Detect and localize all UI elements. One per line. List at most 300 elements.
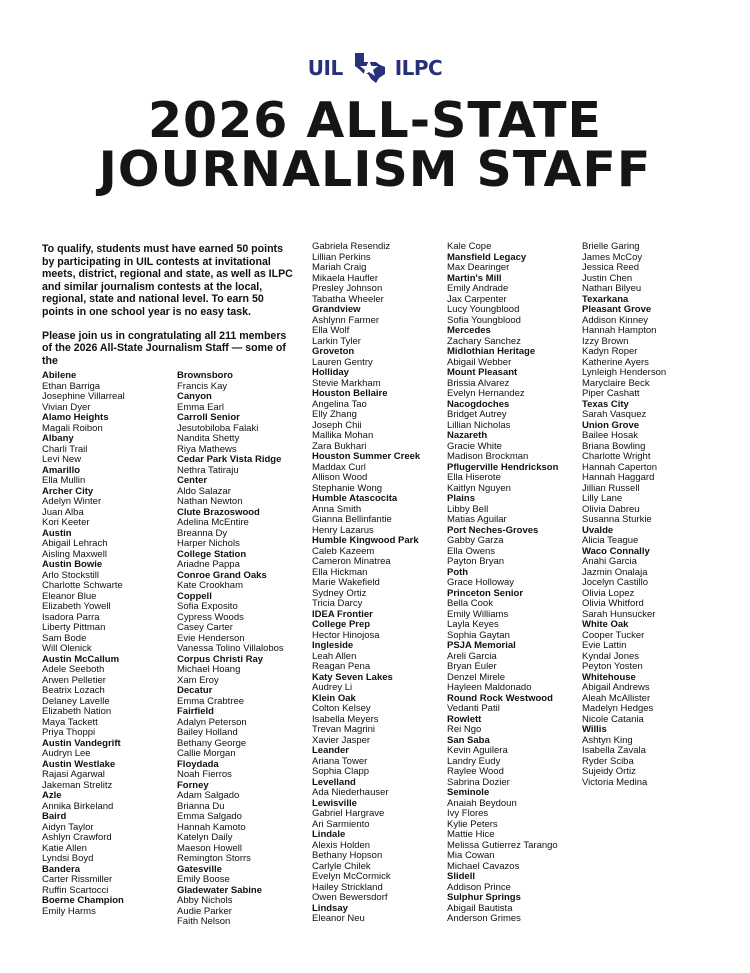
- uil-logo: UIL: [307, 56, 343, 80]
- student-name: Emily Williams: [447, 608, 509, 620]
- school-heading: Groveton: [312, 346, 355, 357]
- student-name: Aldo Salazar: [177, 485, 231, 497]
- student-name: Kaitlyn Nguyen: [447, 482, 511, 494]
- student-name: Jax Carpenter: [447, 293, 507, 305]
- school-heading: White Oak: [582, 619, 629, 630]
- student-name: Cameron Minatrea: [312, 556, 391, 567]
- student-name: Madison Brockman: [447, 451, 529, 462]
- student-name: Remington Storrs: [177, 853, 251, 864]
- student-name: Areli Garcia: [447, 650, 497, 662]
- school-heading: Corpus Christi Ray: [177, 653, 264, 665]
- student-name: Hannah Caperton: [582, 461, 657, 473]
- student-name: Abigail Bautista: [447, 902, 513, 914]
- student-name: Ella Hickman: [312, 566, 368, 578]
- student-name: Aisling Maxwell: [42, 548, 107, 560]
- student-name: Anna Smith: [312, 503, 362, 515]
- student-name: Bailee Hosak: [582, 430, 638, 441]
- school-heading: Slidell: [447, 871, 475, 882]
- school-heading: Houston Summer Creek: [312, 451, 421, 462]
- school-heading: Baird: [42, 811, 67, 822]
- school-heading: Humble Kingwood Park: [312, 535, 419, 546]
- student-name: Evie Lattin: [582, 640, 627, 651]
- student-name: Katie Allen: [42, 842, 87, 854]
- student-name: Jillian Russell: [582, 482, 640, 494]
- student-name: Kevin Aguilera: [447, 745, 508, 756]
- student-name: Jessica Reed: [582, 262, 640, 273]
- student-name: Ari Sarmiento: [312, 818, 370, 830]
- student-name: Abigail Lehrach: [42, 538, 108, 549]
- student-name: Ella Hiserote: [447, 472, 501, 483]
- header-logos: [0, 50, 750, 86]
- title-line-2: JOURNALISM STAFF: [98, 141, 652, 198]
- school-heading: Brownsboro: [177, 370, 233, 381]
- student-name: Kori Keeter: [42, 517, 90, 528]
- school-heading: Cedar Park Vista Ridge: [177, 454, 282, 465]
- school-heading: IDEA Frontier: [312, 608, 373, 620]
- student-name: Sujeidy Ortiz: [582, 766, 636, 777]
- student-name: Angelina Tao: [312, 398, 367, 410]
- school-heading: Clute Brazoswood: [177, 506, 260, 518]
- student-name: Victoria Medina: [582, 776, 648, 788]
- intro-text: [42, 243, 298, 378]
- student-name: Lucy Youngblood: [447, 304, 520, 315]
- school-heading: Nazareth: [447, 430, 488, 441]
- student-name: Hannah Hampton: [582, 325, 657, 336]
- school-heading: Conroe Grand Oaks: [177, 569, 267, 581]
- student-name: Mallika Mohan: [312, 430, 374, 441]
- student-name: Matias Aguilar: [447, 514, 507, 525]
- student-name: Sarah Hunsucker: [582, 608, 656, 620]
- school-heading: College Station: [177, 548, 247, 560]
- school-heading: Seminole: [447, 787, 490, 798]
- student-name: Hailey Strickland: [312, 881, 383, 893]
- school-heading: Houston Bellaire: [312, 388, 388, 399]
- school-heading: Texas City: [582, 398, 629, 410]
- school-heading: San Saba: [447, 734, 490, 746]
- student-name: Lilly Lane: [582, 493, 623, 504]
- student-name: Brissia Alvarez: [447, 377, 510, 389]
- school-heading: Princeton Senior: [447, 587, 524, 599]
- school-heading: Humble Atascocita: [312, 493, 398, 504]
- student-name: Carter Rissmiller: [42, 874, 113, 885]
- student-name: Tricia Darcy: [312, 598, 363, 609]
- student-name: Colton Kelsey: [312, 703, 371, 714]
- school-heading: Holliday: [312, 367, 349, 378]
- student-name: Bethany Hopson: [312, 850, 383, 861]
- student-name: Sofia Youngblood: [447, 314, 521, 326]
- student-name: Trevan Magrini: [312, 724, 376, 735]
- school-heading: Texarkana: [582, 293, 629, 305]
- student-name: Xavier Jasper: [312, 734, 371, 746]
- student-name: Harper Nichols: [177, 538, 240, 549]
- student-name: Hannah Kamoto: [177, 821, 246, 833]
- student-name: Sarah Vasquez: [582, 409, 647, 420]
- student-name: Max Dearinger: [447, 262, 510, 273]
- student-name: Gabriel Hargrave: [312, 808, 385, 819]
- student-name: Isabella Zavala: [582, 745, 646, 756]
- school-heading: Grandview: [312, 304, 361, 315]
- school-heading: Pflugerville Hendrickson: [447, 461, 559, 473]
- student-name: Liberty Pittman: [42, 622, 106, 633]
- student-name: Ashlyn Crawford: [42, 832, 112, 843]
- student-name: Noah Fierros: [177, 769, 232, 780]
- student-name: Evelyn McCormick: [312, 871, 391, 882]
- school-heading: Archer City: [42, 485, 94, 497]
- student-name: Melissa Gutierrez Tarango: [447, 839, 558, 851]
- school-heading: Willis: [582, 724, 607, 735]
- student-name: Marie Wakefield: [312, 577, 380, 588]
- school-heading: Mansfield Legacy: [447, 251, 527, 263]
- roster-column-5: [582, 242, 722, 788]
- school-heading: Alamo Heights: [42, 412, 109, 423]
- student-name: Emma Crabtree: [177, 695, 245, 707]
- student-name: Lillian Perkins: [312, 251, 371, 263]
- school-heading: Waco Connally: [582, 545, 650, 557]
- student-name: Caleb Kazeem: [312, 545, 375, 557]
- school-heading: Nacogdoches: [447, 398, 510, 410]
- intro-paragraph-1: To qualify, students must have earned 50 points by participating in UIL contests at invitational meets, district, regional and state, as well as ILPC and similar journalism contests at the local, regional, state and national level. To earn 50 points in one school year is no easy task.: [42, 243, 293, 318]
- student-name: Hector Hinojosa: [312, 629, 380, 641]
- student-name: Evelyn Hernandez: [447, 388, 525, 399]
- roster-column-2: [177, 371, 317, 928]
- student-name: Priya Thoppi: [42, 727, 96, 738]
- school-heading: Floydada: [177, 758, 219, 770]
- student-name: Olivia Whitford: [582, 598, 644, 609]
- student-name: Elizabeth Nation: [42, 706, 112, 717]
- student-name: Emily Harms: [42, 905, 96, 917]
- student-name: Bailey Holland: [177, 727, 238, 738]
- student-name: Anahi Garcia: [582, 556, 637, 567]
- student-name: Layla Keyes: [447, 619, 499, 630]
- student-name: Ada Niederhauser: [312, 787, 389, 798]
- student-name: Charlotte Wright: [582, 451, 651, 462]
- student-name: Libby Bell: [447, 503, 489, 515]
- student-name: Adele Seeboth: [42, 664, 105, 675]
- student-name: Bella Cook: [447, 598, 493, 609]
- school-heading: PSJA Memorial: [447, 640, 516, 651]
- student-name: Emma Earl: [177, 401, 224, 413]
- student-name: Ariadne Pappa: [177, 559, 240, 570]
- student-name: Eleanor Neu: [312, 913, 365, 924]
- student-name: Izzy Brown: [582, 335, 629, 347]
- school-heading: Midlothian Heritage: [447, 346, 536, 357]
- student-name: Abigail Webber: [447, 356, 512, 368]
- student-name: Breanna Dy: [177, 527, 228, 539]
- student-name: Zachary Sanchez: [447, 335, 521, 347]
- school-heading: Albany: [42, 433, 74, 444]
- school-heading: Levelland: [312, 776, 356, 788]
- student-name: Charlotte Schwarte: [42, 580, 123, 591]
- school-heading: Sulphur Springs: [447, 892, 521, 903]
- student-name: Sophia Clapp: [312, 766, 370, 777]
- student-name: Piper Cashatt: [582, 388, 640, 399]
- student-name: Owen Bewersdorf: [312, 892, 388, 903]
- student-name: Bridget Autrey: [447, 409, 507, 420]
- student-name: Alexis Holden: [312, 839, 371, 851]
- student-name: Justin Chen: [582, 272, 633, 284]
- school-heading: Austin Westlake: [42, 758, 116, 770]
- student-name: Annika Birkeland: [42, 800, 114, 812]
- school-heading: Center: [177, 475, 208, 486]
- student-name: Gracie White: [447, 440, 502, 452]
- school-heading: Austin: [42, 527, 72, 539]
- student-name: Adelina McEntire: [177, 517, 249, 528]
- student-name: Josephine Villarreal: [42, 391, 125, 402]
- student-name: Ariana Tower: [312, 755, 368, 767]
- student-name: Michael Hoang: [177, 664, 241, 675]
- school-heading: Decatur: [177, 685, 213, 696]
- student-name: Levi New: [42, 454, 82, 465]
- student-name: Katherine Ayers: [582, 356, 649, 368]
- student-name: Jesutobiloba Falaki: [177, 422, 259, 434]
- student-name: Bryan Euler: [447, 661, 497, 672]
- roster-column-3: [312, 242, 452, 925]
- student-name: Sam Bode: [42, 632, 87, 644]
- school-heading: Rowlett: [447, 713, 482, 725]
- school-heading: Carroll Senior: [177, 412, 240, 423]
- school-heading: Canyon: [177, 391, 212, 402]
- student-name: Lyndsi Boyd: [42, 853, 94, 864]
- student-name: Bethany George: [177, 737, 247, 749]
- student-name: Vanessa Tolino Villalobos: [177, 643, 284, 654]
- student-name: Gianna Bellinfantie: [312, 514, 392, 525]
- student-name: Kate Crookham: [177, 580, 244, 591]
- student-name: Cooper Tucker: [582, 629, 645, 641]
- student-name: Kyndal Jones: [582, 650, 640, 662]
- school-heading: Lindsay: [312, 902, 348, 914]
- student-name: Allison Wood: [312, 472, 368, 483]
- student-name: Katelyn Daily: [177, 832, 233, 843]
- student-name: Elly Zhang: [312, 409, 357, 420]
- student-name: Joseph Chii: [312, 419, 362, 431]
- student-name: Stephanie Wong: [312, 482, 383, 494]
- school-heading: Pleasant Grove: [582, 304, 652, 315]
- student-name: Lynleigh Henderson: [582, 367, 667, 378]
- student-name: Lillian Nicholas: [447, 419, 511, 431]
- student-name: Zara Bukhari: [312, 440, 367, 452]
- student-name: Nicole Catania: [582, 713, 644, 725]
- student-name: Nethra Tatiraju: [177, 464, 239, 476]
- school-heading: Union Grove: [582, 419, 640, 431]
- student-name: Brianna Du: [177, 800, 225, 812]
- student-name: Lauren Gentry: [312, 356, 373, 368]
- page-title: [0, 92, 750, 198]
- student-name: Sofia Exposito: [177, 601, 238, 612]
- student-name: Sophia Gaytan: [447, 629, 510, 641]
- student-name: Kadyn Roper: [582, 346, 638, 357]
- ilpc-logo: ILPC: [394, 56, 443, 80]
- student-name: Francis Kay: [177, 380, 228, 392]
- student-name: Ella Owens: [447, 545, 496, 557]
- school-heading: Katy Seven Lakes: [312, 671, 393, 683]
- school-heading: Mercedes: [447, 325, 491, 336]
- student-name: Anderson Grimes: [447, 913, 521, 924]
- student-name: Cypress Woods: [177, 611, 244, 623]
- student-name: Rajasi Agarwal: [42, 769, 105, 780]
- student-name: Evie Henderson: [177, 632, 245, 644]
- school-heading: Mount Pleasant: [447, 367, 518, 378]
- student-name: Olivia Lopez: [582, 587, 635, 599]
- student-name: Peyton Yosten: [582, 661, 643, 672]
- student-name: Ruffin Scartocci: [42, 884, 109, 896]
- student-name: Raylee Wood: [447, 766, 504, 777]
- student-name: Hannah Haggard: [582, 472, 655, 483]
- student-name: Ella Mullin: [42, 475, 86, 486]
- student-name: Magali Roibon: [42, 422, 103, 434]
- school-heading: Austin McCallum: [42, 653, 120, 665]
- student-name: Landry Eudy: [447, 755, 501, 767]
- student-name: Beatrix Lozach: [42, 685, 105, 696]
- student-name: Maeson Howell: [177, 842, 242, 854]
- student-name: Sydney Ortiz: [312, 587, 367, 599]
- school-heading: Ingleside: [312, 640, 354, 651]
- school-heading: Austin Vandegrift: [42, 737, 121, 749]
- student-name: Emily Andrade: [447, 283, 509, 294]
- student-name: Kylie Peters: [447, 818, 498, 830]
- student-name: Hayleen Maldonado: [447, 682, 532, 693]
- student-name: Ryder Sciba: [582, 755, 634, 767]
- student-name: Eleanor Blue: [42, 590, 97, 602]
- school-heading: Boerne Champion: [42, 895, 124, 906]
- student-name: Kale Cope: [447, 241, 492, 252]
- student-name: Abigail Andrews: [582, 682, 650, 693]
- school-heading: Lindale: [312, 829, 346, 840]
- student-name: Briana Bowling: [582, 440, 646, 452]
- student-name: Olivia Dabreu: [582, 503, 640, 515]
- school-heading: Martin's Mill: [447, 272, 502, 284]
- student-name: Audrey Li: [312, 682, 353, 693]
- student-name: Mariah Craig: [312, 262, 367, 273]
- student-name: Riya Mathews: [177, 443, 237, 455]
- school-heading: Abilene: [42, 370, 77, 381]
- student-name: Arwen Pelletier: [42, 674, 106, 686]
- student-name: Jakeman Strelitz: [42, 779, 113, 791]
- student-name: Isadora Parra: [42, 611, 100, 623]
- student-name: Jazmin Onalaja: [582, 566, 648, 578]
- student-name: Nandita Shetty: [177, 433, 240, 444]
- student-name: Vivian Dyer: [42, 401, 91, 413]
- student-name: Casey Carter: [177, 622, 233, 633]
- student-name: Emma Salgado: [177, 811, 242, 822]
- student-name: Ivy Flores: [447, 808, 489, 819]
- student-name: Mattie Hice: [447, 829, 495, 840]
- student-name: Mia Cowan: [447, 850, 495, 861]
- student-name: Xam Eroy: [177, 674, 219, 686]
- student-name: Henry Lazarus: [312, 524, 374, 536]
- student-name: Juan Alba: [42, 506, 84, 518]
- student-name: Sabrina Dozier: [447, 776, 510, 788]
- student-name: Nathan Bilyeu: [582, 283, 642, 294]
- student-name: James McCoy: [582, 251, 643, 263]
- student-name: Aleah McAllister: [582, 692, 651, 704]
- school-heading: Round Rock Westwood: [447, 692, 553, 704]
- roster-column-4: [447, 242, 587, 925]
- school-heading: Amarillo: [42, 464, 81, 476]
- student-name: Alicia Teague: [582, 535, 639, 546]
- roster-column-1: [42, 371, 182, 917]
- student-name: Adalyn Peterson: [177, 716, 247, 728]
- student-name: Vedanti Patil: [447, 703, 500, 714]
- school-heading: Fairfield: [177, 706, 214, 717]
- student-name: Audie Parker: [177, 905, 232, 917]
- student-name: Isabella Meyers: [312, 713, 379, 725]
- student-name: Anaiah Beydoun: [447, 797, 517, 809]
- student-name: Callie Morgan: [177, 748, 236, 759]
- student-name: Reagan Pena: [312, 661, 371, 672]
- student-name: Arlo Stockstill: [42, 569, 100, 581]
- student-name: Adelyn Winter: [42, 496, 102, 507]
- student-name: Presley Johnson: [312, 283, 383, 294]
- school-heading: Lewisville: [312, 797, 357, 809]
- student-name: Delaney Lavelle: [42, 695, 110, 707]
- school-heading: Austin Bowie: [42, 559, 103, 570]
- school-heading: Azle: [42, 790, 62, 801]
- school-heading: Klein Oak: [312, 692, 356, 704]
- student-name: Addison Prince: [447, 881, 511, 893]
- student-name: Grace Holloway: [447, 577, 515, 588]
- title-line-1: 2026 ALL-STATE: [147, 92, 603, 149]
- student-name: Aidyn Taylor: [42, 821, 94, 833]
- student-name: Brielle Garing: [582, 241, 640, 252]
- student-name: Maryclaire Beck: [582, 377, 650, 389]
- school-heading: College Prep: [312, 619, 371, 630]
- student-name: Maya Tackett: [42, 716, 98, 728]
- school-heading: Gatesville: [177, 863, 222, 875]
- student-name: Rei Ngo: [447, 724, 482, 735]
- texas-star-icon: [349, 50, 389, 86]
- student-name: Stevie Markham: [312, 377, 381, 389]
- student-name: Ella Wolf: [312, 325, 350, 336]
- student-name: Ashtyn King: [582, 734, 633, 746]
- student-name: Emily Boose: [177, 874, 230, 885]
- student-name: Addison Kinney: [582, 314, 649, 326]
- school-heading: Poth: [447, 566, 469, 578]
- student-name: Nathan Newton: [177, 496, 243, 507]
- student-name: Gabby Garza: [447, 535, 504, 546]
- student-name: Will Olenick: [42, 643, 92, 654]
- school-heading: Uvalde: [582, 524, 614, 536]
- student-name: Mikaela Haufler: [312, 272, 378, 284]
- student-name: Tabatha Wheeler: [312, 293, 384, 305]
- school-heading: Leander: [312, 745, 349, 756]
- student-name: Gabriela Resendiz: [312, 241, 391, 252]
- student-name: Ethan Barriga: [42, 380, 101, 392]
- student-name: Jocelyn Castillo: [582, 577, 648, 588]
- school-heading: Plains: [447, 493, 475, 504]
- school-heading: Bandera: [42, 863, 81, 875]
- student-name: Carlyle Chilek: [312, 860, 371, 872]
- student-name: Elizabeth Yowell: [42, 601, 111, 612]
- student-name: Maddax Curl: [312, 461, 366, 473]
- intro-paragraph-2: Please join us in congratulating all 211 members of the 2026 All-State Journalism Staff — some of the: [42, 329, 287, 367]
- student-name: Faith Nelson: [177, 916, 231, 927]
- student-name: Madelyn Hedges: [582, 703, 654, 714]
- student-name: Larkin Tyler: [312, 335, 361, 347]
- school-heading: Gladewater Sabine: [177, 884, 263, 896]
- student-name: Charli Trail: [42, 443, 88, 455]
- school-heading: Forney: [177, 779, 209, 791]
- student-name: Denzel Mirele: [447, 671, 506, 683]
- school-heading: Coppell: [177, 590, 212, 602]
- student-name: Payton Bryan: [447, 556, 505, 567]
- school-heading: Port Neches-Groves: [447, 524, 539, 536]
- student-name: Audryn Lee: [42, 748, 91, 759]
- school-heading: Whitehouse: [582, 671, 636, 683]
- student-name: Susanna Sturkie: [582, 514, 652, 525]
- student-name: Abby Nichols: [177, 895, 233, 906]
- student-name: Leah Allen: [312, 650, 357, 662]
- student-name: Ashlynn Farmer: [312, 314, 380, 326]
